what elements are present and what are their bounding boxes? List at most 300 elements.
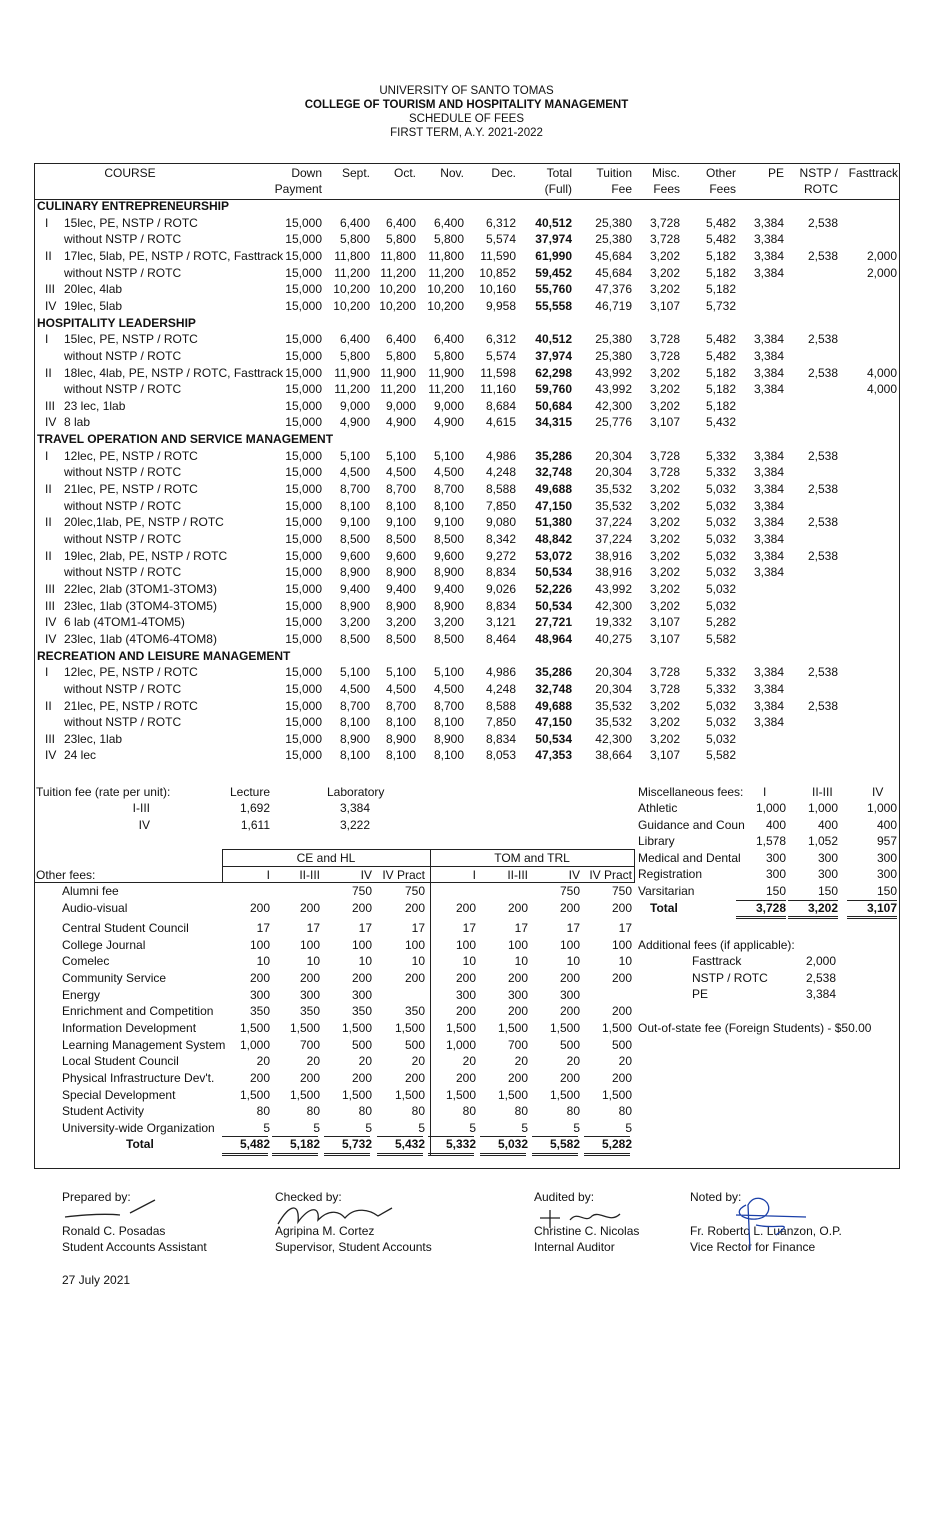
fee-cell: 9,272 — [485, 548, 516, 563]
other-fee-name: Enrichment and Competition — [62, 1004, 214, 1018]
fee-cell: 8,500 — [433, 532, 464, 546]
fee-cell: 5,800 — [339, 348, 370, 363]
fee-cell: 35,532 — [595, 715, 632, 730]
year-level: III — [45, 731, 56, 746]
fee-cell: 35,532 — [595, 498, 632, 513]
fee-cell: 3,202 — [649, 715, 680, 730]
fee-cell: 5,182 — [705, 365, 736, 380]
fee-cell: 5,332 — [705, 448, 736, 463]
year-level: IV — [45, 748, 57, 763]
other-fee-amount: 200 — [351, 1071, 372, 1085]
fee-cell: 5,732 — [705, 298, 736, 313]
additional-fee-name: PE — [692, 987, 709, 1002]
fee-cell: 15,000 — [285, 298, 322, 313]
fee-cell: 3,107 — [649, 748, 680, 763]
fee-cell: 9,000 — [339, 398, 370, 413]
course-description: 18lec, 4lab, PE, NSTP / ROTC, Fasttrack — [64, 365, 284, 380]
year-level: IV — [45, 415, 57, 430]
other-fee-amount: 1,500 — [394, 1021, 425, 1035]
fee-cell: 8,900 — [433, 565, 464, 580]
fee-cell: 4,986 — [485, 448, 516, 463]
other-fee-amount: 200 — [455, 971, 476, 985]
other-fee-amount: 80 — [514, 1104, 528, 1118]
other-fee-amount: 10 — [566, 954, 580, 968]
fee-cell: 15,000 — [285, 731, 322, 746]
fee-cell: 8,100 — [339, 748, 370, 763]
fee-cell: 45,684 — [595, 248, 632, 263]
fee-cell: 6,312 — [485, 215, 516, 230]
other-fee-amount: 1,500 — [394, 1088, 425, 1102]
other-fee-amount: 200 — [611, 1071, 632, 1085]
column-header-fasttrack: Fasttrack — [848, 166, 898, 180]
fee-cell: 59,760 — [535, 382, 572, 397]
fee-cell: 42,300 — [595, 731, 632, 746]
misc-year-header: IV — [872, 785, 884, 799]
other-fee-amount: 200 — [455, 1071, 476, 1085]
other-fee-amount: 17 — [256, 921, 270, 935]
fee-cell: 10,200 — [427, 282, 464, 297]
fee-cell: 55,760 — [535, 282, 572, 297]
fee-cell: 5,332 — [705, 465, 736, 480]
other-fee-amount: 10 — [462, 954, 476, 968]
fee-cell: 5,100 — [385, 448, 416, 463]
total-double-underline — [480, 1153, 526, 1156]
fee-cell: 42,300 — [595, 598, 632, 613]
other-fee-amount: 100 — [299, 938, 320, 952]
fee-cell: 20,304 — [595, 665, 632, 680]
fee-cell: 3,384 — [753, 365, 784, 380]
fee-cell: 5,032 — [705, 498, 736, 513]
fee-cell: 5,182 — [705, 398, 736, 413]
fee-cell: 51,380 — [535, 515, 572, 530]
other-fee-amount: 1,500 — [549, 1088, 580, 1102]
other-fee-amount: 17 — [306, 921, 320, 935]
misc-fee-amount: 150 — [817, 884, 838, 898]
fee-cell: 50,534 — [535, 731, 572, 746]
year-level: IV — [45, 631, 57, 646]
fee-cell: 46,719 — [595, 298, 632, 313]
column-header-sept: Sept. — [341, 166, 370, 180]
fee-cell: 9,958 — [485, 298, 516, 313]
other-fee-amount: 200 — [249, 1071, 270, 1085]
fee-cell: 5,282 — [705, 615, 736, 630]
document-date: 27 July 2021 — [62, 1273, 131, 1287]
fee-cell: 8,900 — [339, 565, 370, 580]
fee-cell: 5,032 — [705, 532, 736, 546]
fee-cell: 3,202 — [649, 282, 680, 297]
fee-cell: 38,916 — [595, 565, 632, 580]
other-fee-amount: 100 — [249, 938, 270, 952]
fee-cell: 3,384 — [753, 248, 784, 263]
fee-cell: 3,202 — [649, 365, 680, 380]
fee-cell: 34,315 — [535, 415, 572, 430]
signature-mark-checked — [270, 1198, 400, 1228]
signatory-title: Supervisor, Student Accounts — [275, 1240, 432, 1254]
year-level: I — [45, 448, 49, 463]
fee-cell: 52,226 — [535, 581, 572, 596]
fee-cell: 5,100 — [433, 448, 464, 463]
fee-cell: 9,400 — [433, 581, 464, 596]
fee-cell: 5,800 — [385, 348, 416, 363]
fee-cell: 3,728 — [649, 448, 680, 463]
column-header-nov: Nov. — [440, 166, 464, 180]
fee-cell: 8,700 — [385, 482, 416, 497]
fee-cell: 8,500 — [339, 631, 370, 646]
column-header-tuition2: Fee — [611, 182, 632, 196]
fee-cell: 15,000 — [285, 332, 322, 347]
other-fee-amount: 300 — [455, 988, 476, 1002]
fee-cell: 35,286 — [535, 665, 572, 680]
other-fee-amount: 5 — [263, 1121, 270, 1135]
total-double-underline — [324, 1153, 370, 1156]
other-fee-name: University-wide Organization — [62, 1121, 215, 1135]
other-fee-amount: 20 — [256, 1054, 270, 1068]
total-double-underline — [847, 916, 897, 919]
fee-cell: 10,200 — [379, 282, 416, 297]
signatory-name: Fr. Roberto L. Luanzon, O.P. — [690, 1224, 842, 1238]
fee-cell: 6,400 — [433, 332, 464, 347]
fee-cell: 50,534 — [535, 598, 572, 613]
fee-cell: 47,376 — [595, 282, 632, 297]
other-fee-name: Information Development — [62, 1021, 197, 1035]
other-fee-amount: 80 — [256, 1104, 270, 1118]
fee-cell: 35,532 — [595, 482, 632, 497]
year-level: II — [45, 515, 52, 530]
fee-cell: 8,834 — [485, 731, 516, 746]
fee-cell: 8,500 — [433, 631, 464, 646]
additional-fee-amount: 3,384 — [805, 987, 836, 1002]
other-fee-amount: 10 — [358, 954, 372, 968]
fee-cell: 4,500 — [433, 465, 464, 480]
misc-fees-total-label: Total — [650, 901, 678, 915]
fee-cell: 9,026 — [485, 581, 516, 596]
fee-cell: 8,834 — [485, 598, 516, 613]
fee-cell: 8,900 — [385, 598, 416, 613]
fee-cell: 5,574 — [485, 348, 516, 363]
fee-cell: 10,200 — [333, 282, 370, 297]
fee-cell: 8,100 — [339, 715, 370, 730]
other-fee-amount: 200 — [299, 971, 320, 985]
fee-cell: 5,482 — [705, 332, 736, 347]
signature-mark-noted — [716, 1185, 826, 1255]
fee-cell: 11,590 — [480, 248, 516, 263]
table-rule — [222, 866, 634, 867]
fee-cell: 5,482 — [705, 232, 736, 247]
fee-cell: 32,748 — [535, 465, 572, 480]
column-header-misc1: Misc. — [652, 166, 680, 180]
other-fees-total: 5,732 — [341, 1137, 372, 1151]
fee-cell: 6,312 — [485, 332, 516, 347]
fee-cell: 3,202 — [649, 598, 680, 613]
fee-cell: 3,384 — [753, 548, 784, 563]
fee-cell: 9,000 — [385, 398, 416, 413]
tuition-laboratory-header: Laboratory — [327, 785, 385, 799]
other-fee-amount: 350 — [299, 1004, 320, 1018]
document-title: SCHEDULE OF FEES — [408, 113, 525, 125]
fee-cell: 5,182 — [705, 265, 736, 280]
fee-cell: 9,400 — [339, 581, 370, 596]
other-fee-amount: 300 — [559, 988, 580, 1002]
other-fees-total: 5,332 — [445, 1137, 476, 1151]
fee-cell: 3,384 — [753, 681, 784, 696]
fee-cell: 8,834 — [485, 565, 516, 580]
fee-cell: 4,986 — [485, 665, 516, 680]
total-double-underline — [532, 1153, 578, 1156]
fee-cell: 9,000 — [433, 398, 464, 413]
fee-cell: 43,992 — [595, 581, 632, 596]
course-description: without NSTP / ROTC — [64, 382, 182, 397]
fee-cell: 3,200 — [433, 615, 464, 630]
fee-cell: 4,900 — [339, 415, 370, 430]
other-fee-amount: 20 — [618, 1054, 632, 1068]
other-fee-amount: 20 — [306, 1054, 320, 1068]
term-label: FIRST TERM, A.Y. 2021-2022 — [390, 127, 543, 139]
fee-cell: 3,384 — [753, 665, 784, 680]
additional-fee-name: NSTP / ROTC — [692, 970, 768, 985]
other-fee-amount: 750 — [351, 884, 372, 898]
other-fee-amount: 5 — [469, 1121, 476, 1135]
fee-cell: 55,558 — [535, 298, 572, 313]
course-description: 12lec, PE, NSTP / ROTC — [64, 448, 198, 463]
fee-cell: 8,588 — [485, 482, 516, 497]
other-fee-amount: 1,500 — [445, 1088, 476, 1102]
fee-cell: 3,384 — [753, 482, 784, 497]
tuition-lecture-header: Lecture — [230, 785, 271, 799]
fee-cell: 5,582 — [705, 748, 736, 763]
fee-cell: 25,380 — [595, 332, 632, 347]
fee-cell: 2,538 — [807, 215, 838, 230]
fee-cell: 3,384 — [753, 532, 784, 546]
fee-cell: 15,000 — [285, 448, 322, 463]
other-fee-amount: 200 — [351, 971, 372, 985]
other-fee-amount: 200 — [404, 971, 425, 985]
other-fee-amount: 200 — [404, 901, 425, 915]
fee-cell: 5,482 — [705, 215, 736, 230]
additional-fee-amount: 2,538 — [805, 970, 836, 985]
fee-cell: 15,000 — [285, 365, 322, 380]
other-fees-label: Other fees: — [36, 868, 96, 882]
fee-cell: 15,000 — [285, 248, 322, 263]
course-description: 6 lab (4TOM1-4TOM5) — [64, 615, 185, 630]
other-fees-total: 5,432 — [394, 1137, 425, 1151]
group-header-tom-trl: TOM and TRL — [494, 851, 570, 865]
other-fee-amount: 1,500 — [341, 1021, 372, 1035]
year-level: II — [45, 248, 52, 263]
fee-cell: 9,600 — [433, 548, 464, 563]
other-fee-amount: 300 — [351, 988, 372, 1002]
fee-cell: 9,080 — [485, 515, 516, 530]
fee-cell: 37,974 — [535, 348, 572, 363]
misc-fees-total: 3,107 — [866, 901, 897, 915]
other-fee-amount: 200 — [455, 901, 476, 915]
column-header-total2: (Full) — [544, 182, 572, 196]
other-fee-amount: 200 — [507, 1071, 528, 1085]
fee-cell: 5,332 — [705, 665, 736, 680]
total-double-underline — [788, 916, 838, 919]
year-level: II — [45, 365, 52, 380]
fee-cell: 45,684 — [595, 265, 632, 280]
other-fee-amount: 200 — [559, 1004, 580, 1018]
fee-cell: 3,728 — [649, 232, 680, 247]
other-fees-total: 5,282 — [601, 1137, 632, 1151]
other-fee-amount: 1,500 — [601, 1021, 632, 1035]
other-fee-amount: 17 — [514, 921, 528, 935]
fee-cell: 4,000 — [866, 365, 897, 380]
fee-cell: 8,053 — [485, 748, 516, 763]
fee-cell: 5,032 — [705, 548, 736, 563]
fee-cell: 15,000 — [285, 215, 322, 230]
fee-cell: 5,182 — [705, 282, 736, 297]
fee-cell: 4,900 — [385, 415, 416, 430]
year-level: III — [45, 581, 56, 596]
fee-cell: 7,850 — [485, 715, 516, 730]
fee-cell: 50,534 — [535, 565, 572, 580]
fee-cell: 8,700 — [433, 482, 464, 497]
fee-cell: 3,202 — [649, 532, 680, 546]
other-fee-amount: 100 — [404, 938, 425, 952]
fee-cell: 43,992 — [595, 365, 632, 380]
year-column-header: II-III — [507, 868, 528, 882]
fee-cell: 3,202 — [649, 515, 680, 530]
fee-cell: 8,100 — [433, 748, 464, 763]
course-description: 22lec, 2lab (3TOM1-3TOM3) — [64, 581, 217, 596]
fee-cell: 61,990 — [535, 248, 572, 263]
course-description: without NSTP / ROTC — [64, 465, 182, 480]
other-fee-amount: 1,500 — [445, 1021, 476, 1035]
other-fee-amount: 500 — [559, 1038, 580, 1052]
fee-cell: 15,000 — [285, 581, 322, 596]
fee-cell: 2,538 — [807, 665, 838, 680]
fee-cell: 3,202 — [649, 731, 680, 746]
fee-cell: 49,688 — [535, 482, 572, 497]
fee-cell: 3,384 — [753, 348, 784, 363]
course-description: 21lec, PE, NSTP / ROTC — [64, 698, 198, 713]
other-fees-total-label: Total — [126, 1137, 154, 1151]
fee-cell: 5,100 — [339, 448, 370, 463]
fee-cell: 47,353 — [535, 748, 572, 763]
fee-cell: 5,032 — [705, 698, 736, 713]
misc-fee-name: Guidance and Coun — [638, 817, 745, 832]
fee-cell: 43,992 — [595, 382, 632, 397]
fee-cell: 4,500 — [385, 465, 416, 480]
total-underline — [788, 900, 838, 901]
section-title: RECREATION AND LEISURE MANAGEMENT — [37, 648, 291, 663]
fee-cell: 47,150 — [535, 498, 572, 513]
other-fees-total: 5,482 — [239, 1137, 270, 1151]
other-fee-amount: 80 — [306, 1104, 320, 1118]
course-description: without NSTP / ROTC — [64, 265, 182, 280]
year-column-header: II-III — [299, 868, 320, 882]
fee-cell: 3,202 — [649, 248, 680, 263]
column-header-oct: Oct. — [393, 166, 416, 180]
university-name: UNIVERSITY OF SANTO TOMAS — [379, 85, 554, 97]
other-fee-name: Local Student Council — [62, 1054, 179, 1068]
fee-cell: 4,500 — [385, 681, 416, 696]
fee-cell: 5,182 — [705, 248, 736, 263]
total-underline — [377, 1136, 423, 1137]
other-fee-amount: 17 — [462, 921, 476, 935]
fee-cell: 3,202 — [649, 565, 680, 580]
fee-cell: 5,032 — [705, 482, 736, 497]
other-fee-amount: 20 — [462, 1054, 476, 1068]
other-fee-amount: 200 — [611, 971, 632, 985]
other-fee-amount: 750 — [559, 884, 580, 898]
column-header-misc2: Fees — [653, 182, 680, 196]
fee-cell: 6,400 — [385, 332, 416, 347]
fee-cell: 11,200 — [334, 382, 370, 397]
signatory-title: Vice Rector for Finance — [690, 1240, 816, 1254]
fee-cell: 15,000 — [285, 715, 322, 730]
fee-cell: 3,384 — [753, 515, 784, 530]
fee-cell: 32,748 — [535, 681, 572, 696]
signature-role-label: Prepared by: — [62, 1190, 131, 1204]
fee-cell: 25,776 — [595, 415, 632, 430]
other-fee-amount: 350 — [351, 1004, 372, 1018]
misc-fee-name: Varsitarian — [638, 884, 695, 898]
other-fee-amount: 17 — [411, 921, 425, 935]
signatory-name: Agripina M. Cortez — [275, 1224, 375, 1238]
other-fee-amount: 200 — [404, 1071, 425, 1085]
fee-cell: 15,000 — [285, 665, 322, 680]
fee-cell: 8,100 — [385, 748, 416, 763]
other-fee-name: College Journal — [62, 938, 146, 952]
fee-cell: 11,598 — [480, 365, 516, 380]
fee-cell: 47,150 — [535, 715, 572, 730]
misc-fee-amount: 300 — [765, 850, 786, 865]
fee-cell: 9,600 — [385, 548, 416, 563]
misc-fee-name: Library — [638, 834, 675, 849]
other-fee-amount: 5 — [313, 1121, 320, 1135]
total-underline — [324, 1136, 370, 1137]
fee-cell: 8,700 — [339, 698, 370, 713]
year-column-header: I — [472, 868, 476, 882]
fee-cell: 9,100 — [385, 515, 416, 530]
course-description: 8 lab — [64, 415, 91, 430]
other-fee-amount: 500 — [351, 1038, 372, 1052]
misc-fee-amount: 1,052 — [807, 834, 838, 849]
total-underline — [222, 1136, 268, 1137]
fee-cell: 5,032 — [705, 715, 736, 730]
tuition-lab-rate: 3,222 — [339, 817, 370, 832]
other-fee-amount: 1,500 — [289, 1021, 320, 1035]
column-header-down2: Payment — [274, 182, 322, 196]
other-fee-amount: 200 — [351, 901, 372, 915]
tuition-year: IV — [138, 817, 150, 832]
fee-cell: 2,538 — [807, 248, 838, 263]
fee-cell: 5,100 — [433, 665, 464, 680]
fee-cell: 2,538 — [807, 548, 838, 563]
fee-cell: 5,800 — [339, 232, 370, 247]
signature-mark-audited — [530, 1200, 640, 1230]
fee-cell: 3,728 — [649, 348, 680, 363]
fee-cell: 3,202 — [649, 265, 680, 280]
fee-cell: 3,728 — [649, 215, 680, 230]
fee-cell: 3,202 — [649, 581, 680, 596]
fee-cell: 8,900 — [433, 731, 464, 746]
other-fee-amount: 80 — [566, 1104, 580, 1118]
other-fee-name: Comelec — [62, 954, 110, 968]
other-fee-amount: 20 — [566, 1054, 580, 1068]
other-fee-name: Special Development — [62, 1088, 176, 1102]
fee-cell: 5,800 — [433, 232, 464, 247]
other-fee-amount: 100 — [559, 938, 580, 952]
course-description: 15lec, PE, NSTP / ROTC — [64, 215, 198, 230]
fee-cell: 6,400 — [339, 215, 370, 230]
fee-cell: 49,688 — [535, 698, 572, 713]
course-description: without NSTP / ROTC — [64, 565, 182, 580]
other-fee-amount: 750 — [404, 884, 425, 898]
fee-cell: 11,200 — [380, 382, 416, 397]
